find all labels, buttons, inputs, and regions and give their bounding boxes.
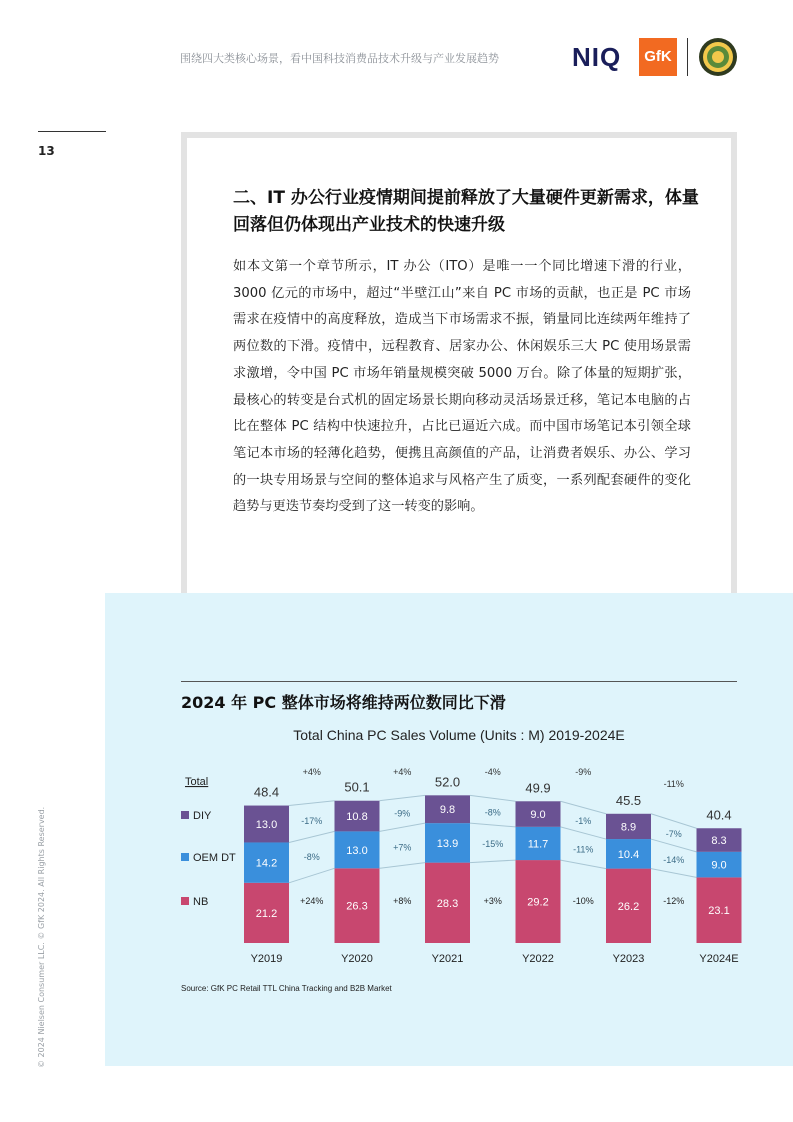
connector-line bbox=[380, 795, 426, 800]
growth-label-nb: +24% bbox=[300, 896, 324, 906]
header-text: 围绕四大类核心场景，看中国科技消费品技术升级与产业发展趋势 bbox=[180, 52, 499, 65]
bar-value-label: 10.8 bbox=[346, 811, 368, 824]
bar-value-label: 21.2 bbox=[255, 907, 278, 920]
legend-label: DIY bbox=[193, 810, 212, 822]
category-label: Y2020 bbox=[341, 953, 373, 965]
total-value-label: 40.4 bbox=[706, 807, 732, 823]
legend-label: NB bbox=[193, 896, 209, 908]
gfk-logo: GfK bbox=[639, 38, 677, 76]
copyright: © 2024 Nielsen Consumer LLC. © GfK 2024. All Rights Reserved. bbox=[37, 806, 46, 1068]
growth-label-diy: -7% bbox=[665, 829, 682, 840]
bar-value-label: 26.3 bbox=[346, 900, 368, 913]
legend-swatch-oem-dt bbox=[181, 853, 189, 861]
connector-line bbox=[651, 869, 697, 878]
section-body: 如本文第一个章节所示，IT 办公（ITO）是唯一一个同比增速下滑的行业，3000 亿元的市场中，超过“半壁江山”来自 PC 市场的贡献，也正是 PC 市场需求在疫情中的高度释放，造成当下市场需求不振，销量同比连续两年维持了两位数的下滑。疫情中，远程教育、居家办公、休闲娱乐三大 PC 使用场景需求激增，令中国 PC 市场年销量规模突破 5000 万台。除了体量的短期扩张，最核心的转变是台式机的固定场景长期向移动灵活场景迁移，笔记本电脑的占比在整体 PC 结构中快速拉升，占比已逼近六成。而中国市场笔记本引领全球笔记本市场的轻薄化趋势，便携且高颜值的产品，让消费者娱乐、办公、学习的一块专用场景与空间的整体追求与风格产生了质变，一系列配套硬件的变化趋势与更迭节奏均受到了这一转变的影响。 bbox=[233, 259, 691, 515]
growth-label-oem: -15% bbox=[482, 839, 504, 850]
bar-value-label: 13.9 bbox=[436, 837, 459, 850]
bar-value-label: 14.2 bbox=[255, 857, 278, 870]
category-label: Y2021 bbox=[431, 953, 464, 965]
growth-label-oem: -8% bbox=[303, 852, 320, 863]
bar-value-label: 26.2 bbox=[617, 900, 640, 913]
growth-label-diy: -9% bbox=[394, 808, 411, 819]
connector-line bbox=[289, 868, 335, 882]
bar-value-label: 23.1 bbox=[708, 905, 730, 918]
bar-value-label: 9.8 bbox=[439, 804, 456, 817]
growth-label-total: -4% bbox=[484, 767, 501, 777]
connector-line bbox=[380, 863, 426, 869]
growth-label-nb: +8% bbox=[393, 896, 412, 906]
bar-value-label: 9.0 bbox=[711, 859, 727, 872]
total-value-label: 50.1 bbox=[344, 779, 370, 795]
page-number: 13 bbox=[38, 144, 55, 158]
legend-label: OEM DT bbox=[193, 852, 236, 864]
connector-line bbox=[470, 860, 516, 863]
niq-logo: NIQ bbox=[572, 42, 622, 72]
total-value-label: 45.5 bbox=[615, 792, 642, 808]
total-label: Total bbox=[185, 776, 209, 788]
bar-value-label: 9.0 bbox=[530, 809, 546, 822]
connector-line bbox=[289, 831, 335, 842]
growth-label-nb: -12% bbox=[663, 896, 685, 906]
total-value-label: 48.4 bbox=[253, 784, 280, 800]
growth-label-diy: -1% bbox=[575, 816, 592, 827]
bar-value-label: 10.4 bbox=[617, 848, 640, 861]
section-title: 二、IT 办公行业疫情期间提前释放了大量硬件更新需求，体量回落但仍体现出产业技术的快速升级 bbox=[233, 188, 699, 235]
connector-line bbox=[561, 801, 607, 813]
bar-value-label: 28.3 bbox=[436, 897, 459, 910]
category-label: Y2023 bbox=[612, 953, 645, 965]
bar-value-label: 13.0 bbox=[255, 819, 278, 832]
legend-swatch-diy bbox=[181, 811, 189, 819]
category-label: Y2024E bbox=[699, 953, 739, 965]
growth-label-total: +4% bbox=[393, 767, 412, 777]
growth-label-total: -9% bbox=[575, 767, 592, 777]
connector-line bbox=[289, 801, 335, 806]
total-value-label: 52.0 bbox=[434, 774, 461, 790]
growth-label-oem: -11% bbox=[573, 844, 594, 855]
bar-value-label: 8.3 bbox=[711, 835, 727, 848]
connector-line bbox=[651, 839, 697, 852]
growth-label-oem: +7% bbox=[393, 842, 412, 853]
connector-line bbox=[561, 827, 607, 839]
total-value-label: 49.9 bbox=[525, 780, 551, 796]
growth-label-nb: -10% bbox=[572, 896, 594, 906]
chart-source: Source: GfK PC Retail TTL China Tracking and B2B Market bbox=[181, 984, 392, 993]
connector-line bbox=[470, 823, 516, 827]
chart-heading: 2024 年 PC 整体市场将维持两位数同比下滑 bbox=[181, 693, 506, 712]
growth-label-diy: -17% bbox=[301, 816, 323, 827]
legend-swatch-nb bbox=[181, 897, 189, 905]
bar-value-label: 13.0 bbox=[346, 844, 368, 857]
bar-value-label: 11.7 bbox=[527, 838, 549, 851]
connector-line bbox=[470, 795, 516, 801]
category-label: Y2019 bbox=[250, 953, 283, 965]
connector-line bbox=[561, 860, 607, 869]
chart-title: Total China PC Sales Volume (Units : M) 2019-2024E bbox=[293, 727, 625, 743]
bar-value-label: 29.2 bbox=[527, 896, 549, 909]
connector-line bbox=[380, 823, 426, 831]
growth-label-total: -11% bbox=[663, 779, 684, 789]
connector-line bbox=[651, 814, 697, 828]
bar-value-label: 8.9 bbox=[620, 821, 637, 834]
growth-label-diy: -8% bbox=[484, 807, 501, 818]
growth-label-total: +4% bbox=[302, 767, 321, 777]
growth-label-nb: +3% bbox=[483, 896, 502, 906]
growth-label-oem: -14% bbox=[663, 855, 685, 866]
category-label: Y2022 bbox=[522, 953, 554, 965]
